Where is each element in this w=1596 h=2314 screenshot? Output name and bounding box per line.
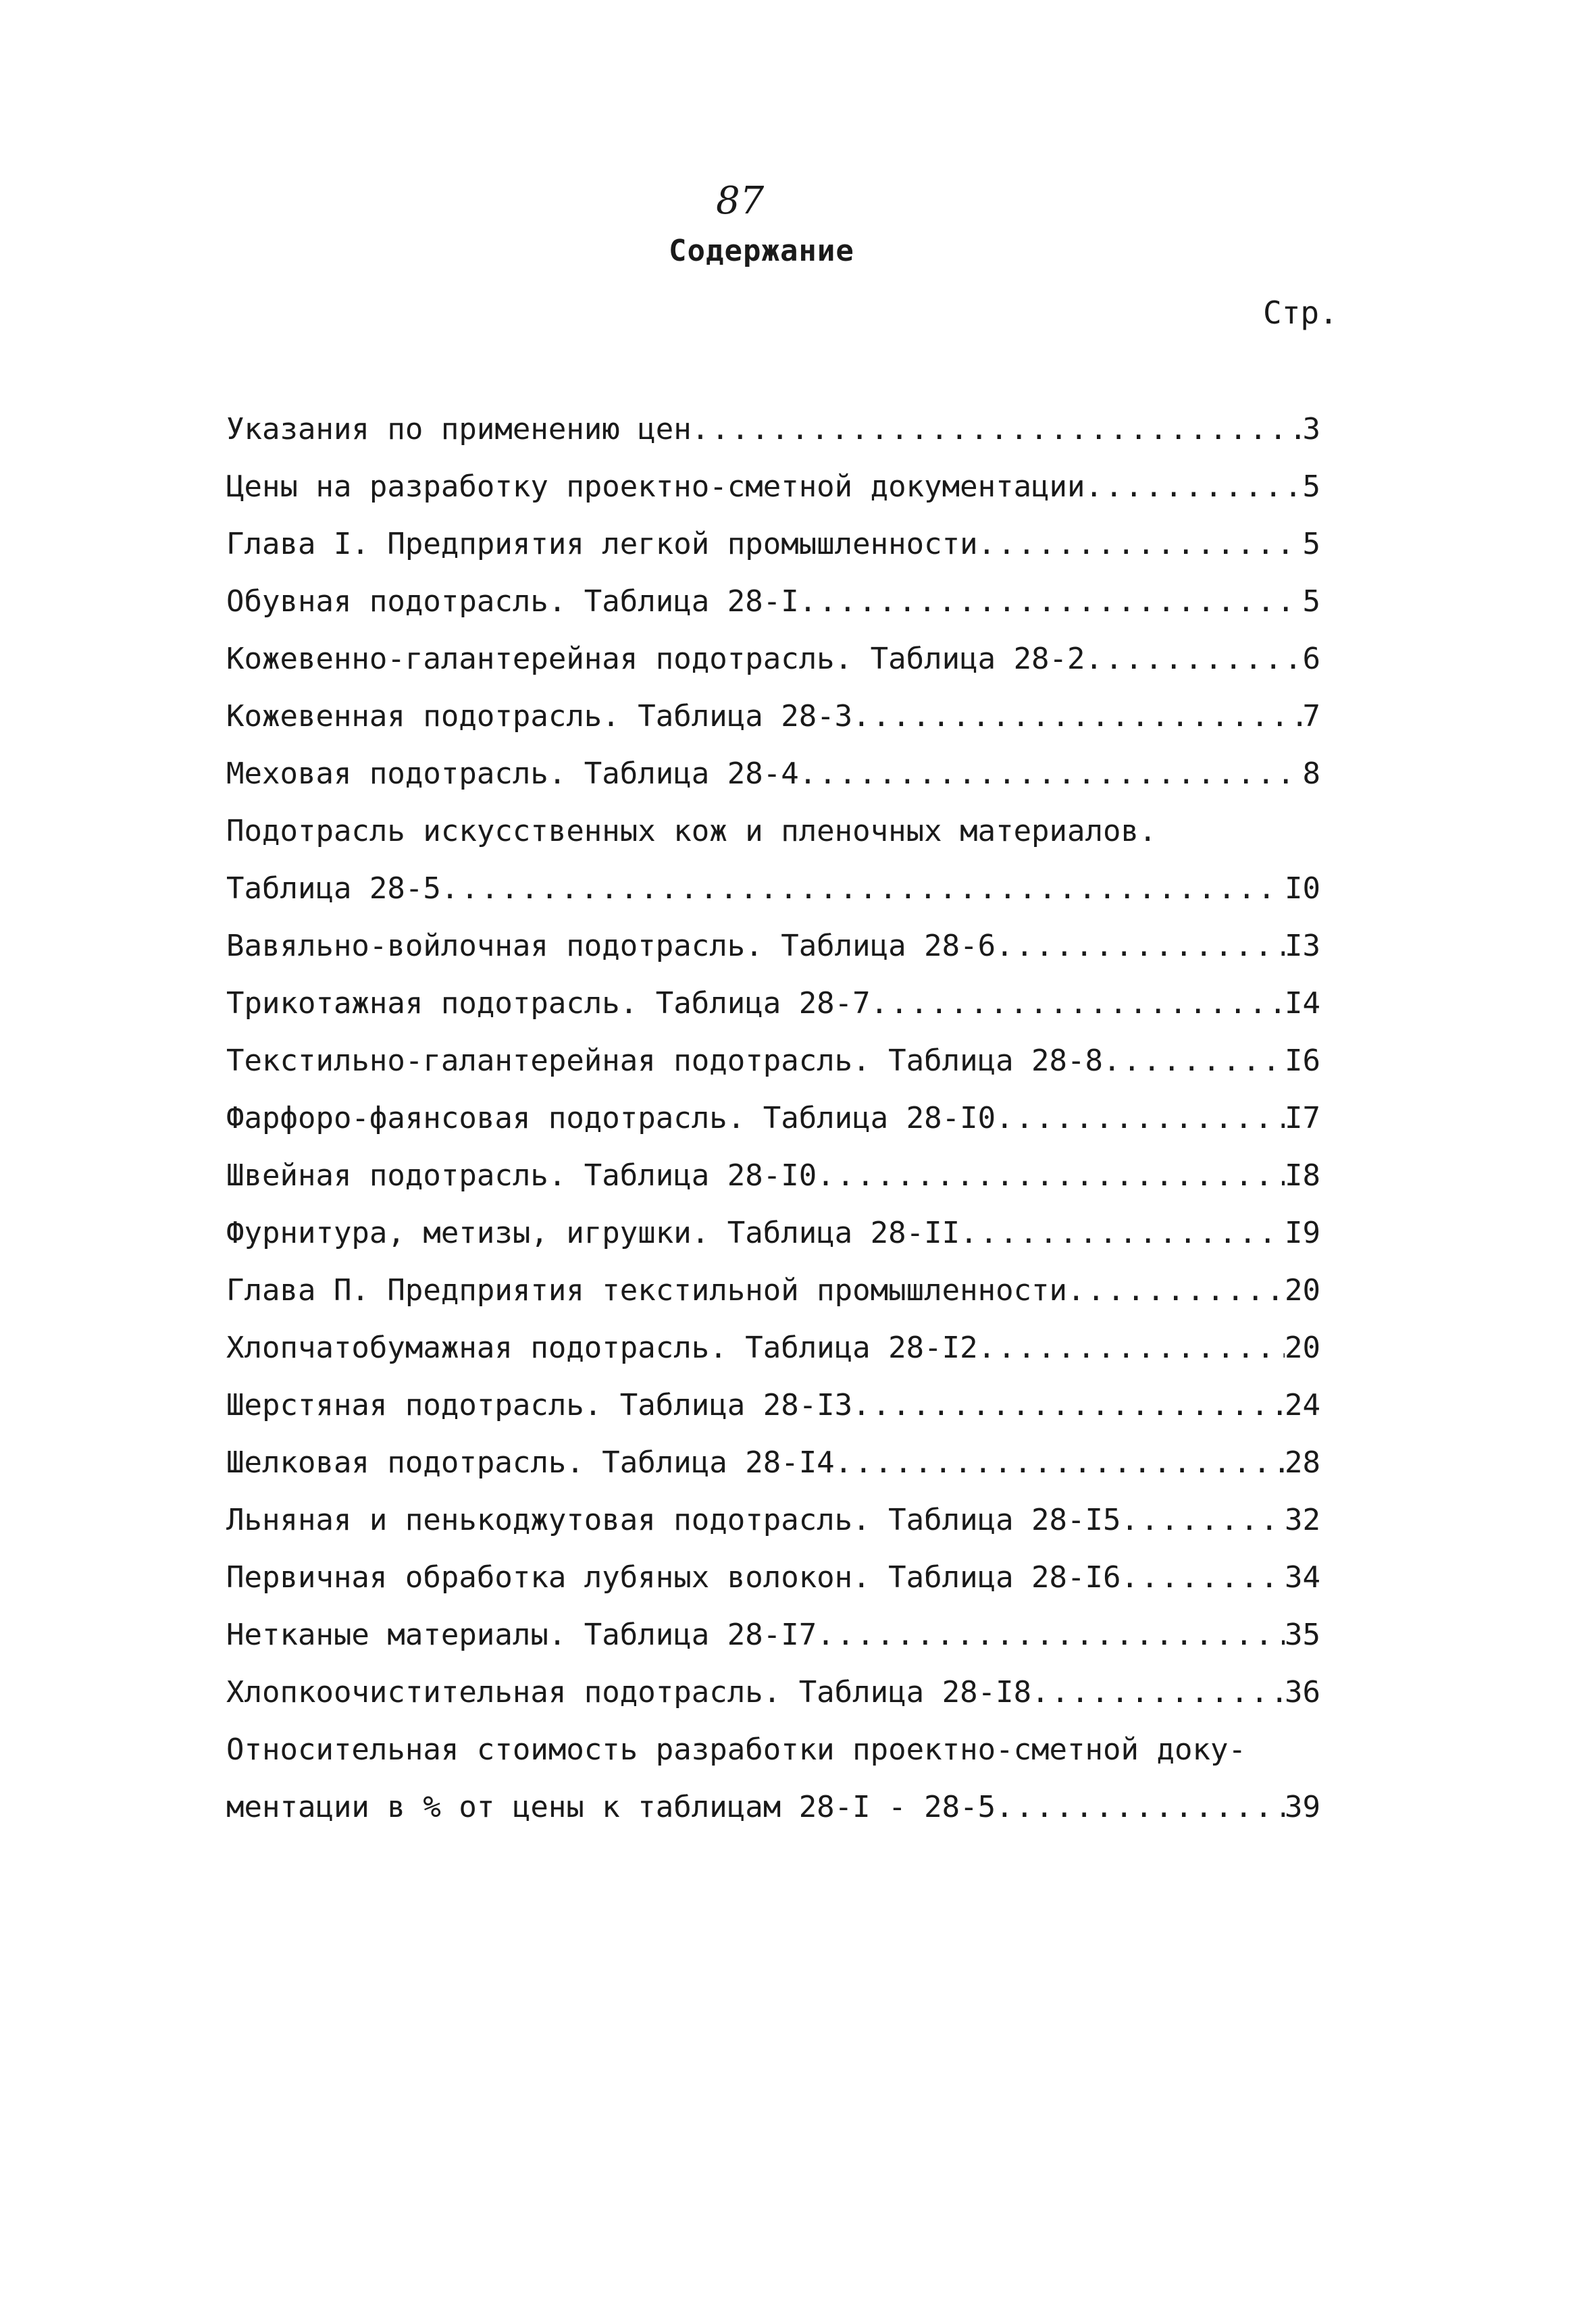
toc-dot-leader — [852, 698, 1302, 736]
toc-entry — [226, 1387, 1320, 1444]
toc-entry-title: Швейная подотрасль. Таблица 28-I0 — [226, 1158, 817, 1193]
toc-entry-title: Меховая подотрасль. Таблица 28-4 — [226, 756, 799, 791]
toc-entry-title: Указания по применению цен — [226, 412, 692, 446]
toc-entry-page: I0 — [1285, 871, 1320, 906]
toc-dot-leader — [799, 755, 1303, 793]
toc-entry — [226, 985, 1320, 1042]
toc-entry-page: 3 — [1302, 412, 1320, 446]
toc-entry — [226, 1559, 1320, 1616]
toc-dot-leader — [871, 985, 1285, 1023]
toc-entry-page: 5 — [1302, 469, 1320, 504]
toc-entry-page: 34 — [1285, 1560, 1320, 1595]
toc-dot-leader — [441, 870, 1285, 908]
toc-dot-leader — [835, 1444, 1285, 1482]
toc-entry-title: Хлопкоочистительная подотрасль. Таблица 28-I8 — [226, 1675, 1032, 1709]
toc-entry-title: Глава I. Предприятия легкой промышленности — [226, 527, 978, 561]
toc-entry — [226, 870, 1320, 927]
toc-dot-leader — [996, 1100, 1285, 1137]
table-of-contents — [226, 411, 1320, 1846]
toc-entry-page: 28 — [1285, 1445, 1320, 1480]
toc-entry — [226, 1272, 1320, 1329]
toc-dot-leader — [817, 1616, 1285, 1654]
toc-entry-title: Относительная стоимость разработки проектно-сметной доку- — [226, 1732, 1246, 1767]
toc-entry-page: I9 — [1285, 1216, 1320, 1250]
toc-entry-title: Глава П. Предприятия текстильной промышленности — [226, 1273, 1068, 1308]
toc-entry — [226, 927, 1320, 985]
toc-dot-leader — [817, 1157, 1285, 1195]
toc-entry — [226, 1616, 1320, 1674]
page-number: 87 — [716, 179, 765, 223]
toc-dot-leader — [1121, 1501, 1285, 1539]
toc-entry — [226, 1214, 1320, 1272]
toc-entry — [226, 525, 1320, 583]
toc-entry-title: Льняная и пенькоджутовая подотрасль. Таблица 28-I5 — [226, 1503, 1121, 1537]
toc-dot-leader — [1085, 468, 1303, 506]
toc-entry-page: 20 — [1285, 1331, 1320, 1365]
toc-entry — [226, 1789, 1320, 1846]
toc-entry — [226, 640, 1320, 698]
toc-entry-page: 7 — [1302, 699, 1320, 734]
toc-entry — [226, 1157, 1320, 1214]
toc-entry-title: Подотрасль искусственных кож и пленочных материалов. — [226, 814, 1157, 848]
toc-entry-title: Трикотажная подотрасль. Таблица 28-7 — [226, 986, 871, 1021]
toc-entry — [226, 1444, 1320, 1501]
toc-entry-title: Нетканые материалы. Таблица 28-I7 — [226, 1618, 817, 1652]
toc-entry-page: I8 — [1285, 1158, 1320, 1193]
toc-entry-page: 32 — [1285, 1503, 1320, 1537]
toc-entry — [226, 468, 1320, 525]
toc-entry-title: Первичная обработка лубяных волокон. Таблица 28-I6 — [226, 1560, 1121, 1595]
toc-entry-title: Шерстяная подотрасль. Таблица 28-I3 — [226, 1388, 853, 1422]
toc-dot-leader — [1085, 640, 1303, 678]
toc-entry-title: Обувная подотрасль. Таблица 28-I — [226, 584, 799, 619]
toc-entry — [226, 583, 1320, 640]
toc-entry-title: Шелковая подотрасль. Таблица 28-I4 — [226, 1445, 835, 1480]
toc-entry-title: Вавяльно-войлочная подотрасль. Таблица 28-6 — [226, 929, 996, 963]
toc-entry — [226, 1100, 1320, 1157]
toc-entry-page: I3 — [1285, 929, 1320, 963]
toc-entry-page: 8 — [1302, 756, 1320, 791]
toc-entry-title: Текстильно-галантерейная подотрасль. Таблица 28-8 — [226, 1044, 1104, 1078]
toc-entry-title: Кожевенно-галантерейная подотрасль. Таблица 28-2 — [226, 642, 1085, 676]
toc-entry-page: 24 — [1285, 1388, 1320, 1422]
toc-entry-page: 36 — [1285, 1675, 1320, 1709]
toc-dot-leader — [960, 1214, 1285, 1252]
toc-entry-page: 5 — [1302, 584, 1320, 619]
toc-entry-title: Фарфоро-фаянсовая подотрасль. Таблица 28-I0 — [226, 1101, 996, 1135]
toc-dot-leader — [978, 1329, 1285, 1367]
toc-dot-leader — [852, 1387, 1285, 1424]
toc-entry — [226, 1501, 1320, 1559]
toc-entry-page: 39 — [1285, 1790, 1320, 1824]
toc-entry — [226, 755, 1320, 813]
toc-entry-page: I7 — [1285, 1101, 1320, 1135]
toc-entry — [226, 1674, 1320, 1731]
toc-dot-leader — [996, 1789, 1285, 1826]
toc-dot-leader — [1103, 1042, 1285, 1080]
toc-entry-page: I4 — [1285, 986, 1320, 1021]
toc-entry-title: Таблица 28-5 — [226, 871, 441, 906]
toc-entry-title: Фурнитура, метизы, игрушки. Таблица 28-II — [226, 1216, 960, 1250]
toc-dot-leader — [799, 583, 1303, 621]
toc-entry-title: ментации в % от цены к таблицам 28-I - 28-5 — [226, 1790, 996, 1824]
toc-entry — [226, 698, 1320, 755]
toc-dot-leader — [1121, 1559, 1285, 1597]
toc-dot-leader — [1067, 1272, 1285, 1310]
page-title: Содержание — [669, 234, 854, 268]
toc-entry — [226, 411, 1320, 468]
page-column-label: Стр. — [1263, 294, 1338, 331]
toc-entry-page: 20 — [1285, 1273, 1320, 1308]
toc-entry — [226, 1329, 1320, 1387]
toc-entry-title: Цены на разработку проектно-сметной документации — [226, 469, 1085, 504]
toc-dot-leader — [1031, 1674, 1285, 1712]
toc-entry — [226, 813, 1320, 870]
toc-entry-page: 35 — [1285, 1618, 1320, 1652]
toc-entry-title: Кожевенная подотрасль. Таблица 28-3 — [226, 699, 853, 734]
toc-dot-leader — [978, 525, 1303, 563]
toc-entry-page: 6 — [1302, 642, 1320, 676]
toc-dot-leader — [996, 927, 1285, 965]
toc-entry — [226, 1042, 1320, 1100]
toc-entry — [226, 1731, 1320, 1789]
toc-entry-title: Хлопчатобумажная подотрасль. Таблица 28-I2 — [226, 1331, 978, 1365]
toc-entry-page: 5 — [1302, 527, 1320, 561]
toc-dot-leader — [692, 411, 1303, 448]
toc-entry-page: I6 — [1285, 1044, 1320, 1078]
